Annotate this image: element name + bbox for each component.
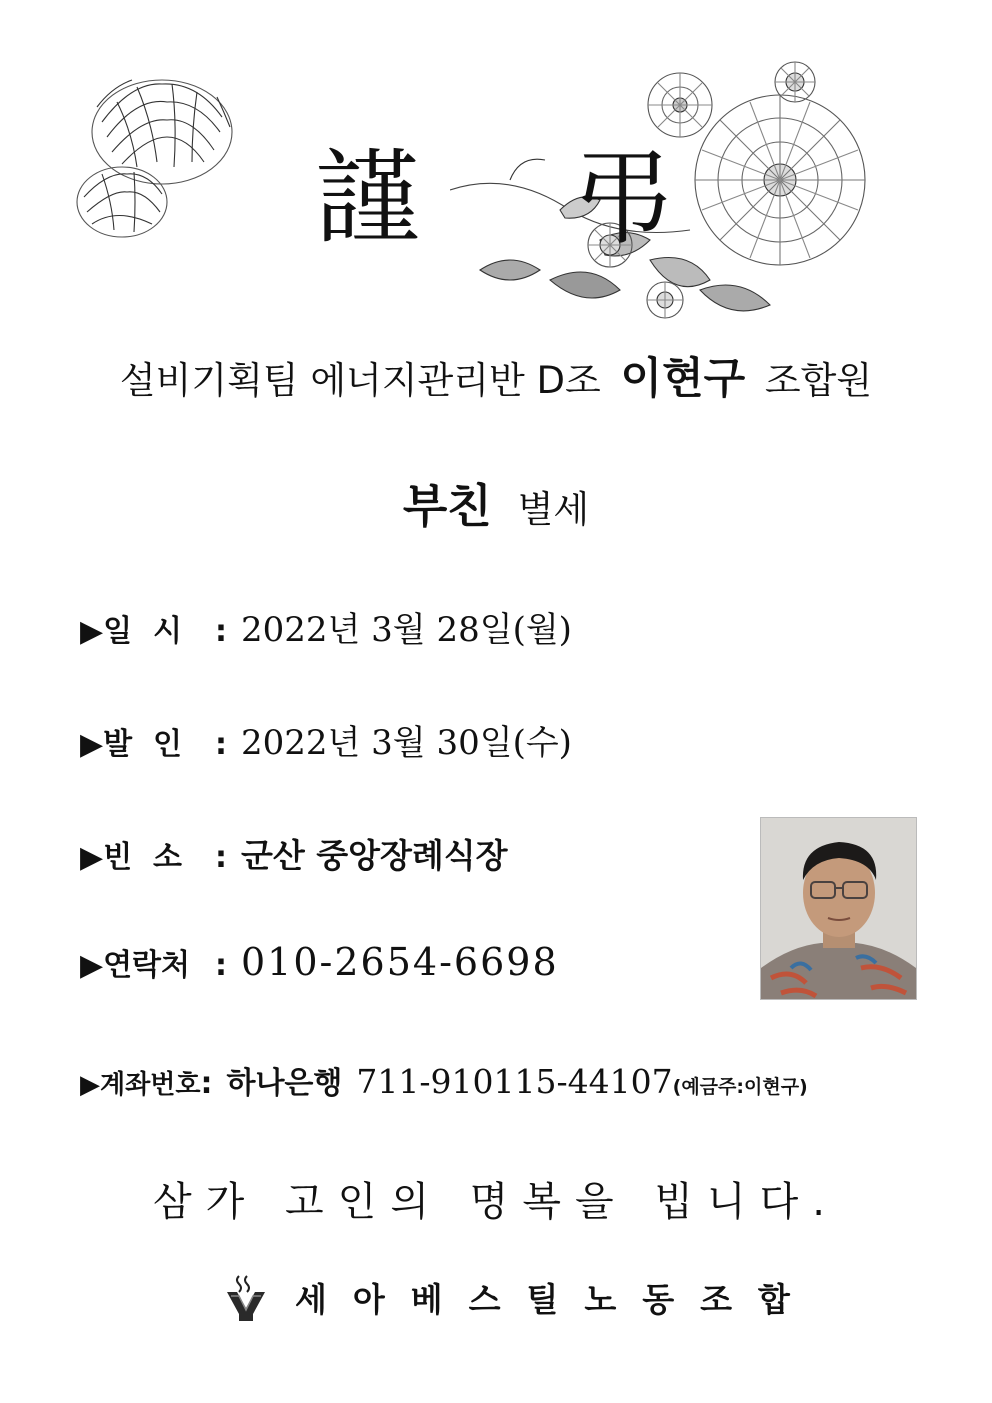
title-char-2: 弔 <box>571 137 678 259</box>
subject-name: 이현구 <box>620 354 746 404</box>
account-holder: (예금주:이현구) <box>672 1076 808 1098</box>
detail-label: ▶발 인 <box>80 727 182 762</box>
portrait-image <box>761 818 916 999</box>
account-bank: 하나은행 <box>226 1066 343 1101</box>
subject-line <box>0 345 992 406</box>
detail-value: 군산 중앙장례식장 <box>241 836 508 875</box>
union-logo-icon <box>225 1274 267 1322</box>
detail-row-venue: ▶빈 소 : 군산 중앙장례식장 <box>80 830 508 877</box>
detail-row-contact: ▶연락처 : 010-2654-6698 <box>80 940 559 984</box>
union-name: 세아베스틸노동조합 <box>295 1280 816 1319</box>
relation-event: 별세 <box>517 488 590 531</box>
account-number: 711-910115-44107 <box>356 1062 673 1101</box>
detail-label: ▶연락처 <box>80 948 191 983</box>
detail-row-account: ▶계좌번호: 하나은행 711-910115-44107(예금주:이현구) <box>80 1062 808 1101</box>
condolence-message: 삼가 고인의 명복을 빕니다. <box>153 1179 839 1225</box>
detail-row-date: ▶일 시 : 2022년 3월 28일(월) <box>80 602 572 651</box>
detail-value: 010-2654-6698 <box>241 940 559 984</box>
detail-value: 2022년 3월 30일(수) <box>241 723 572 763</box>
relation-relative: 부친 <box>402 479 492 533</box>
detail-value: 2022년 3월 28일(월) <box>241 610 572 650</box>
subject-title: 조합원 <box>764 359 873 402</box>
subject-affiliation: 설비기획팀 에너지관리반 D조 <box>119 359 601 402</box>
detail-row-funeral: ▶발 인 : 2022년 3월 30일(수) <box>80 715 572 764</box>
relation-line <box>0 470 992 536</box>
page-title <box>0 128 992 268</box>
detail-label: ▶일 시 <box>80 614 182 649</box>
detail-label: ▶계좌번호 <box>80 1070 201 1100</box>
detail-label: ▶빈 소 <box>80 840 182 875</box>
title-char-1: 謹 <box>314 137 421 259</box>
portrait-photo <box>760 817 917 1000</box>
